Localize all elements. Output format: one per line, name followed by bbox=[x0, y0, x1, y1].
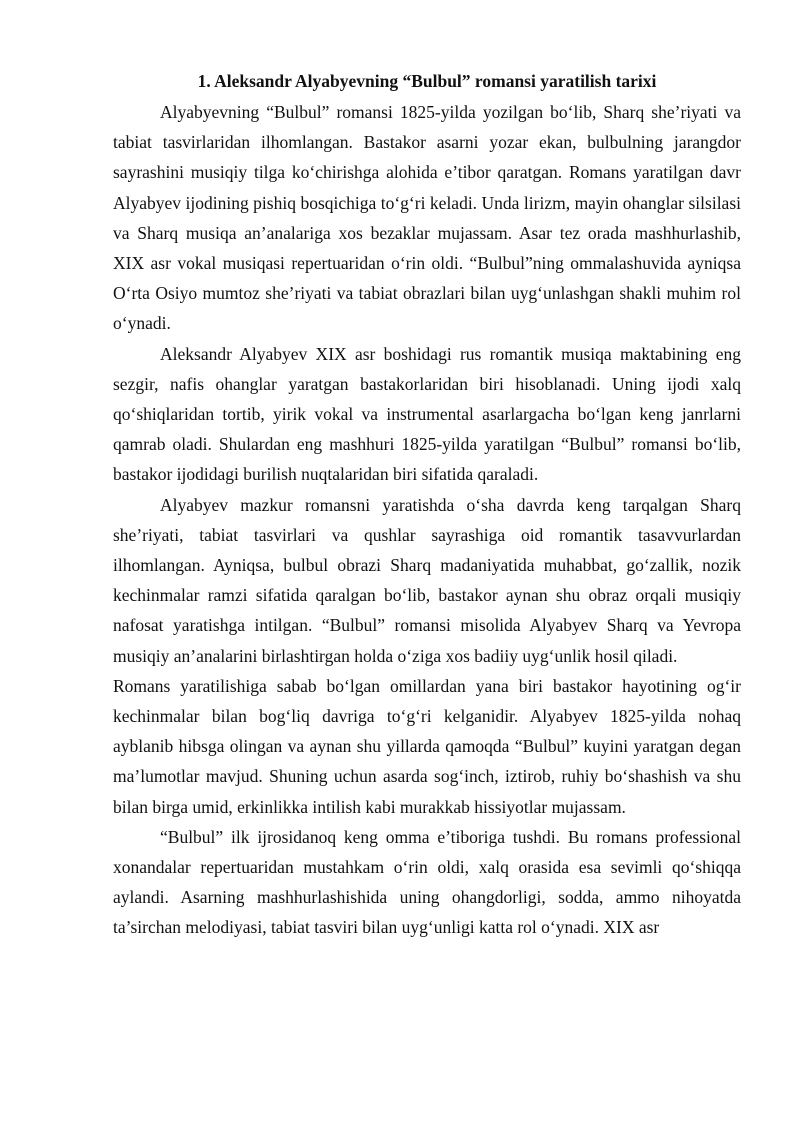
paragraph-composer: Aleksandr Alyabyev XIX asr boshidagi rus romantik musiqa maktabining eng sezgir, nafis ohanglar yaratgan bastakorlaridan biri hisoblanadi. Uning ijodi xalq qo‘shiqlaridan tortib, yirik vokal va instrumental asarlargacha bo‘lgan keng janrlarni qamrab oladi. Shulardan eng mashhuri 1825-yilda yaratilgan “Bulbul” romansi bo‘lib, bastakor ijodidagi burilish nuqtalaridan biri sifatida qaraladi. bbox=[113, 343, 741, 485]
document-page bbox=[113, 68, 741, 943]
paragraph-reception: “Bulbul” ilk ijrosidanoq keng omma e’tiboriga tushdi. Bu romans professional xonandalar repertuaridan mustahkam o‘rin oldi, xalq orasida esa sevimli qo‘shiqqa aylandi. Asarning mashhurlashishida uning ohangdorligi, sodda, ammo nihoyatda ta’sirchan melodiyasi, tabiat tasviri bilan uyg‘unligi katta rol o‘ynadi. XIX asr bbox=[113, 826, 741, 938]
section-title: 1. Aleksandr Alyabyevning “Bulbul” romansi yaratilish tarixi bbox=[197, 71, 657, 91]
paragraph-circumstances: Romans yaratilishiga sabab bo‘lgan omillardan yana biri bastakor hayotining og‘ir kechinmalar bilan bog‘liq davriga to‘g‘ri kelganidir. Alyabyev 1825-yilda nohaq ayblanib hibsga olingan va aynan shu yillarda qamoqda “Bulbul” kuyini yaratgan degan ma’lumotlar mavjud. Shuning uchun asarda sog‘inch, iztirob, ruhiy bo‘shashish va shu bilan birga umid, erkinlikka intilish kabi murakkab hissiyotlar mujassam. bbox=[113, 675, 741, 817]
paragraph-history: Alyabyevning “Bulbul” romansi 1825-yilda yozilgan bo‘lib, Sharq she’riyati va tabiat tasvirlaridan ilhomlangan. Bastakor asarni yozar ekan, bulbulning jarangdor sayrashini musiqiy tilga ko‘chirishga alohida e’tibor qaratgan. Romans yaratilgan davr Alyabyev ijodining pishiq bosqichiga to‘g‘ri keladi. Unda lirizm, mayin ohanglar silsilasi va Sharq musiqa an’analariga xos bezaklar mujassam. Asar tez orada mashhurlashib, XIX asr vokal musiqasi repertuaridan o‘rin oldi. “Bulbul”ning ommalashuvida ayniqsa O‘rta Osiyo mumtoz she’riyati va tabiat obrazlari bilan uyg‘unlashgan shakli muhim rol o‘ynadi. bbox=[113, 102, 741, 334]
paragraph-inspiration: Alyabyev mazkur romansni yaratishda o‘sha davrda keng tarqalgan Sharq she’riyati, tabiat tasvirlari va qushlar sayrashiga oid romantik tasavvurlardan ilhomlangan. Ayniqsa, bulbul obrazi Sharq madaniyatida muhabbat, go‘zallik, nozik kechinmalar ramzi sifatida qaralgan bo‘lib, bastakor aynan shu obraz orqali musiqiy nafosat yaratishga intilgan. “Bulbul” romansi misolida Alyabyev Sharq va Yevropa musiqiy an’analarini birlashtirgan holda o‘ziga xos badiiy uyg‘unlik hosil qiladi. bbox=[113, 494, 741, 666]
